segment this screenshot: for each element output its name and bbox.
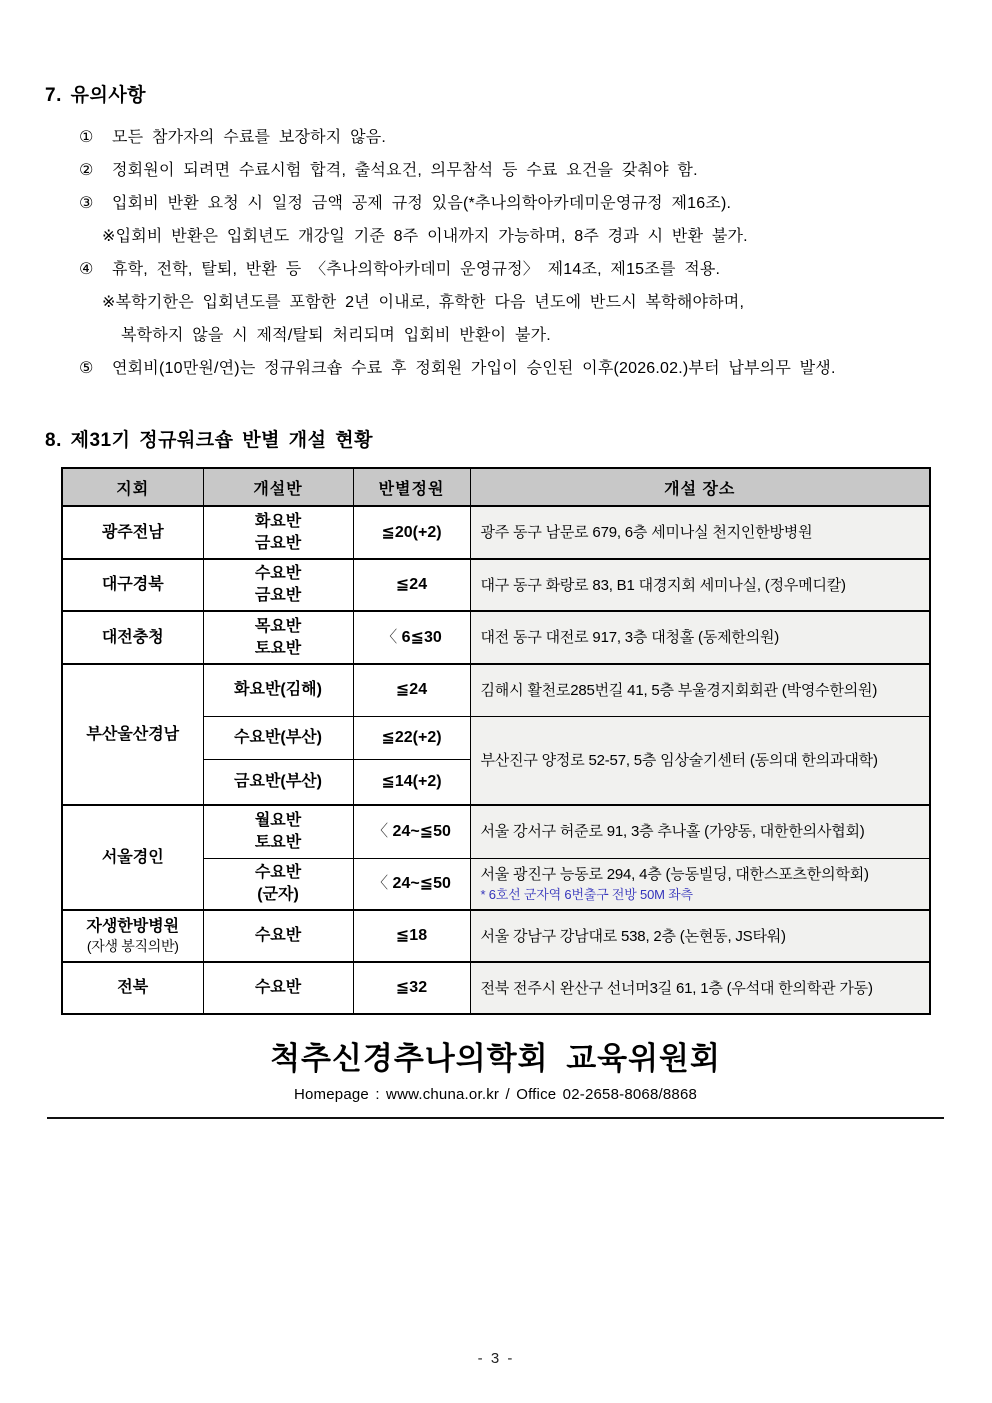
cell-text: 김해시 활천로285번길 41, 5층 부울경지회회관 (박영수한의원)	[480, 681, 878, 699]
notice-text: 정회원이 되려면 수료시험 합격, 출석요건, 의무참석 등 수료 요건을 갖춰야 함.	[112, 162, 698, 179]
cell-location	[470, 910, 930, 962]
cell-text: 수요반(부산)	[234, 728, 322, 746]
cell-text: 전북	[117, 979, 149, 997]
page-number: - 3 -	[477, 1350, 515, 1367]
cell-capacity	[353, 611, 470, 664]
cell-class	[203, 664, 353, 716]
table-row	[62, 910, 930, 962]
cell-branch	[62, 962, 203, 1014]
notice-marker: ②	[79, 162, 94, 179]
cell-capacity	[353, 910, 470, 962]
cell-branch	[62, 910, 203, 962]
notice-text: 입회비 반환 요청 시 일정 금액 공제 규정 있음(*추나의학아카데미운영규정 제16조).	[112, 195, 732, 212]
cell-note: * 6호선 군자역 6번출구 전방 50M 좌측	[480, 886, 693, 902]
table-row	[62, 559, 930, 611]
cell-text: 수요반	[254, 979, 302, 997]
cell-text: ≦24	[395, 681, 428, 699]
column-header-지회: 지회	[62, 468, 203, 506]
column-header-개설반: 개설반	[203, 468, 353, 506]
cell-text: 서울 광진구 능동로 294, 4층 (능동빌딩, 대한스포츠한의학회)	[480, 865, 869, 883]
cell-line: 수요반	[254, 565, 302, 583]
cell-text: ≦20(+2)	[381, 523, 442, 541]
document-footer	[45, 1033, 946, 1119]
workshop-table	[61, 467, 931, 1015]
section8-title: 8. 제31기 정규워크숍 반별 개설 현황	[45, 430, 373, 451]
cell-text: ≦32	[395, 979, 428, 997]
footer-divider	[47, 1117, 944, 1119]
cell-text: 서울경인	[101, 848, 164, 866]
cell-subtext: (자생 봉직의반)	[86, 938, 179, 955]
workshop-table-header	[62, 468, 930, 506]
cell-capacity	[353, 716, 470, 759]
cell-class	[203, 759, 353, 805]
table-row	[62, 611, 930, 664]
cell-text: 서울 강서구 허준로 91, 3층 추나홀 (가양동, 대한한의사협회)	[480, 823, 865, 841]
cell-class	[203, 716, 353, 759]
cell-capacity	[353, 506, 470, 559]
cell-text: 수요반	[254, 927, 302, 945]
cell-class	[203, 805, 353, 858]
cell-line: (군자)	[257, 885, 299, 903]
table-row	[62, 506, 930, 559]
cell-text: 대구경북	[101, 576, 164, 594]
cell-text: 대전 동구 대전로 917, 3층 대청홀 (동제한의원)	[480, 629, 780, 646]
notice-item	[79, 121, 946, 154]
cell-class	[203, 559, 353, 611]
notice-marker: ③	[79, 195, 94, 212]
cell-text: 서울 강남구 강남대로 538, 2층 (논현동, JS타워)	[480, 927, 786, 945]
cell-text: 〈 6≦30	[381, 628, 442, 646]
cell-text: 〈 24~≦50	[372, 822, 451, 840]
cell-location	[470, 506, 930, 559]
cell-branch	[62, 611, 203, 664]
cell-line: 토요반	[254, 833, 302, 851]
workshop-table-body	[62, 506, 930, 1014]
cell-location	[470, 962, 930, 1014]
footer-contact: Homepage : www.chuna.or.kr / Office 02-2658-8068/8868	[293, 1086, 698, 1103]
cell-line: 금요반	[254, 534, 302, 552]
notice-subtext: ※복학기한은 입회년도를 포함한 2년 이내로, 휴학한 다음 년도에 반드시 복학해야하며,	[102, 294, 745, 311]
cell-capacity	[353, 664, 470, 716]
cell-class	[203, 962, 353, 1014]
cell-text: 부산울산경남	[86, 725, 180, 743]
cell-branch	[62, 664, 203, 805]
cell-text: 〈 24~≦50	[372, 874, 451, 892]
cell-line: 수요반	[254, 864, 302, 882]
capacity-prefix: 〈	[381, 628, 402, 646]
cell-text: 전북 전주시 완산구 선너머3길 61, 1층 (우석대 한의학관 가동)	[480, 979, 873, 997]
cell-line: 월요반	[254, 812, 302, 830]
cell-line: 목요반	[254, 617, 302, 635]
cell-text: 자생한방병원	[86, 917, 180, 935]
cell-class	[203, 611, 353, 664]
table-row	[62, 664, 930, 716]
cell-class	[203, 858, 353, 910]
capacity-prefix: 〈	[372, 874, 393, 892]
cell-location	[470, 805, 930, 858]
cell-text: 대구 동구 화랑로 83, B1 대경지회 세미나실, (정우메디칼)	[480, 576, 846, 594]
cell-line: 화요반	[254, 512, 302, 530]
cell-capacity	[353, 962, 470, 1014]
capacity-prefix: 〈	[372, 822, 393, 840]
table-row	[62, 805, 930, 858]
cell-text: 광주전남	[101, 523, 164, 541]
notice-subtext: 복학하지 않을 시 제적/탈퇴 처리되며 입회비 반환이 불가.	[121, 327, 551, 344]
cell-line: 금요반	[254, 587, 302, 604]
notice-item	[79, 154, 946, 187]
cell-location	[470, 559, 930, 611]
notice-marker: ①	[79, 129, 94, 146]
column-header-반별정원: 반별정원	[353, 468, 470, 506]
cell-capacity	[353, 805, 470, 858]
cell-location	[470, 611, 930, 664]
cell-location	[470, 716, 930, 805]
notice-subtext: ※입회비 반환은 입회년도 개강일 기준 8주 이내까지 가능하며, 8주 경과 시 반환 불가.	[102, 228, 748, 245]
cell-capacity	[353, 858, 470, 910]
footer-org-name: 척추신경추나의학회 교육위원회	[270, 1041, 721, 1076]
table-row	[62, 962, 930, 1014]
column-header-개설 장소: 개설 장소	[470, 468, 930, 506]
section7-title: 7. 유의사항	[45, 85, 147, 106]
notice-text: 모든 참가자의 수료를 보장하지 않음.	[112, 129, 387, 146]
header-row	[62, 468, 930, 506]
cell-text: 화요반(김해)	[234, 681, 322, 699]
cell-branch	[62, 805, 203, 910]
cell-branch	[62, 506, 203, 559]
notice-item	[79, 352, 946, 385]
notice-text: 휴학, 전학, 탈퇴, 반환 등 〈추나의학아카데미 운영규정〉 제14조, 제15조를 적용.	[112, 261, 721, 278]
cell-class	[203, 910, 353, 962]
cell-class	[203, 506, 353, 559]
cell-text: 광주 동구 남문로 679, 6층 세미나실 천지인한방병원	[480, 524, 813, 541]
cell-text: 금요반(부산)	[234, 772, 322, 790]
cell-text: ≦22(+2)	[381, 728, 442, 746]
cell-line: 토요반	[254, 639, 302, 657]
cell-text: ≦14(+2)	[381, 772, 442, 790]
notice-marker: ⑤	[79, 360, 94, 377]
cell-location	[470, 664, 930, 716]
cell-capacity	[353, 559, 470, 611]
notice-item	[79, 253, 946, 286]
cell-capacity	[353, 759, 470, 805]
cell-location	[470, 858, 930, 910]
notice-marker: ④	[79, 261, 94, 278]
cell-text: ≦24	[395, 576, 428, 594]
notice-item	[79, 187, 946, 220]
cell-text: ≦18	[395, 927, 428, 945]
cell-branch	[62, 559, 203, 611]
cell-text: 부산진구 양정로 52-57, 5층 임상술기센터 (동의대 한의과대학)	[480, 751, 878, 769]
cell-text: 대전충청	[101, 628, 164, 646]
notice-text: 연회비(10만원/연)는 정규워크숍 수료 후 정회원 가입이 승인된 이후(2026.02.)부터 납부의무 발생.	[112, 360, 836, 377]
notice-list	[79, 121, 946, 385]
